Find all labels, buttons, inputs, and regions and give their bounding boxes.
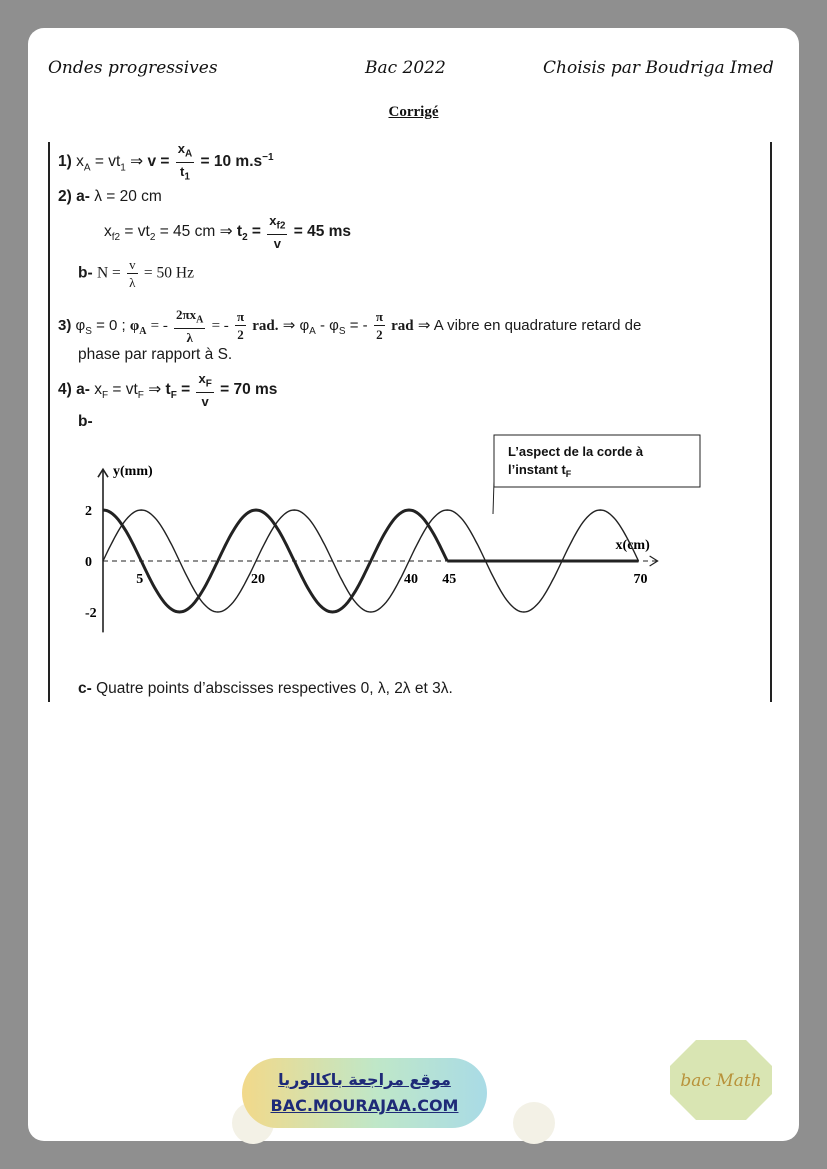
y-tick-label: 0: [85, 555, 92, 570]
footer-banner[interactable]: [242, 1058, 487, 1128]
page-title: Corrigé: [388, 104, 439, 120]
graph-curves: [103, 510, 639, 612]
answer-2a-line2: $x_{f2} = vt_2 = 45$ cm ⇒ $t_2$ = $\frac{x_{f2}}{v}$ = 45 ms: [104, 213, 352, 251]
annotation-box: [494, 435, 700, 487]
x-tick-label: 45: [442, 572, 457, 587]
x-tick-label: 40: [404, 572, 418, 587]
annotation-line1: L’aspect de la corde à: [508, 444, 644, 459]
answer-3: 3) $\varphi_S = 0$ ; $\varphi_A$ = - $\frac{2\pi x_A}{\lambda}$ = - $\frac{\pi}{2}$ rad. ⇒ $\varphi_A - \varphi_S$ = - $\frac{\pi}{2}$ rad ⇒ A vibre en quadrature retard de: [58, 307, 642, 345]
answer-2b: b- N = $\frac{v}{\lambda}$ = 50 Hz: [78, 257, 194, 290]
y-tick-label: 2: [85, 504, 92, 519]
x-tick-label: 70: [633, 572, 648, 587]
answer-2a: 2) a- λ = 20 cm: [58, 188, 162, 205]
y-tick-label: -2: [85, 606, 97, 621]
svg-text:bac Math: bac Math: [680, 1071, 762, 1091]
answer-4b: b-: [78, 413, 93, 430]
header-left: Ondes progressives: [48, 58, 218, 78]
answer-1: 1) $x_A = vt_1$ ⇒ v = $\frac{x_A}{t_1}$ = 10 $m.s^{-1}$: [58, 141, 274, 183]
annotation-line2: l’instant $t_F$: [508, 462, 572, 479]
answer-4c: c- Quatre points d’abscisses respectives 0, λ, 2λ et 3λ.: [78, 680, 453, 697]
annotation-pointer: [493, 481, 494, 514]
bacmath-logo: [668, 1038, 774, 1122]
y-axis-label: y(mm): [113, 464, 153, 480]
header-right: Choisis par Boudriga Imed: [543, 58, 774, 78]
header-center: Bac 2022: [365, 58, 446, 78]
x-axis-label: x(cm): [615, 538, 650, 553]
page: [28, 28, 799, 1141]
series-bold: [103, 510, 639, 612]
answer-3-line2: phase par rapport à S.: [78, 346, 233, 363]
x-tick-label: 5: [136, 572, 144, 587]
x-tick-label: 20: [251, 572, 265, 587]
footer-url-link[interactable]: BAC.MOURAJAA.COM: [270, 1096, 459, 1115]
right-footer-logo: [513, 1102, 555, 1144]
footer-arabic-link[interactable]: موقع مراجعة باكالوريا: [278, 1070, 451, 1089]
answer-4a: 4) a- $x_F = vt_F$ ⇒ $t_F$ = $\frac{x_F}{v}$ = 70 ms: [58, 371, 278, 409]
wave-graph: [28, 28, 799, 1141]
